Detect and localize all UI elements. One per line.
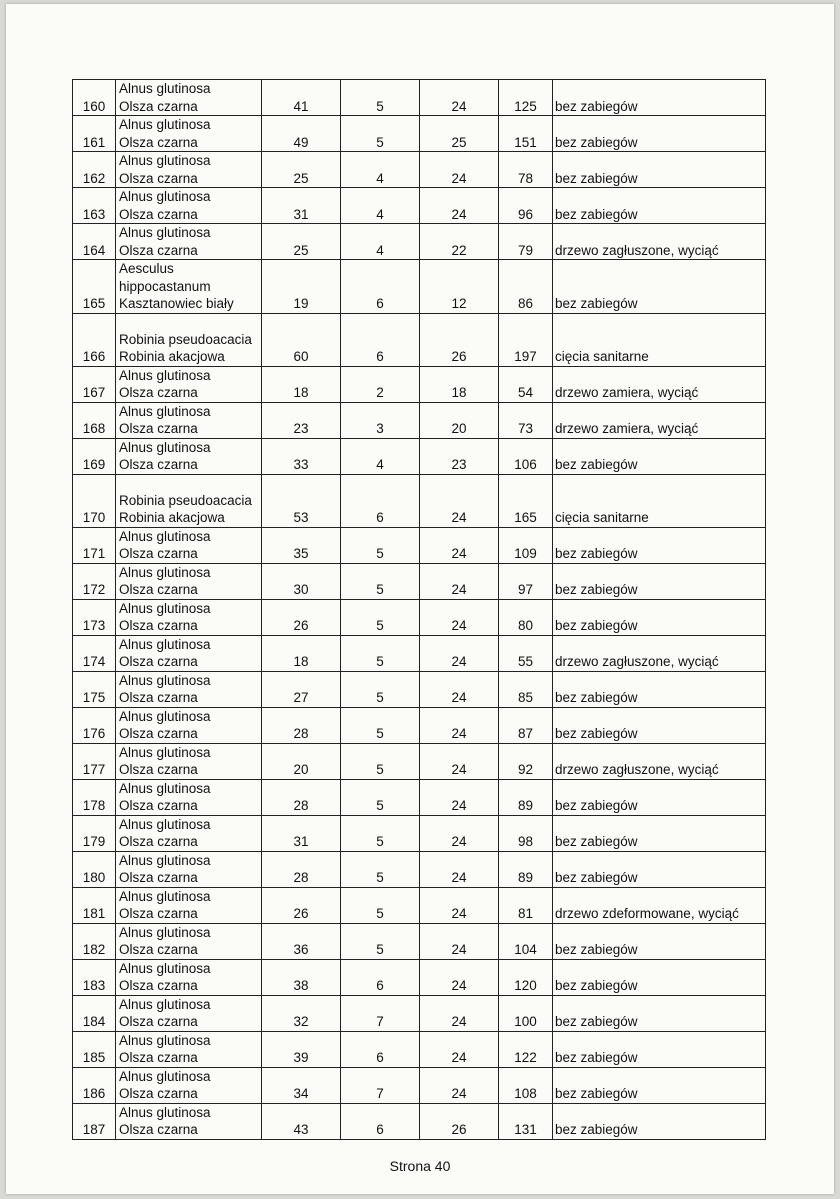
latin-name: Alnus glutinosa xyxy=(119,960,211,976)
species-name-cell xyxy=(116,779,262,815)
latin-name: Alnus glutinosa xyxy=(119,1032,211,1048)
species-name-cell xyxy=(116,260,262,314)
value-cell-1: 25 xyxy=(262,224,341,260)
value-cell-2: 6 xyxy=(341,474,420,527)
value-cell-3: 24 xyxy=(420,1031,499,1067)
value-cell-4: 100 xyxy=(499,995,553,1031)
tree-number-cell: 182 xyxy=(73,923,116,959)
table-row xyxy=(73,563,766,599)
tree-number-cell: 171 xyxy=(73,527,116,563)
value-cell-1: 53 xyxy=(262,474,341,527)
value-cell-2: 6 xyxy=(341,313,420,366)
value-cell-2: 5 xyxy=(341,779,420,815)
value-cell-3: 26 xyxy=(420,1103,499,1139)
species-name-cell xyxy=(116,152,262,188)
value-cell-4: 79 xyxy=(499,224,553,260)
latin-name: Alnus glutinosa xyxy=(119,636,211,652)
value-cell-1: 60 xyxy=(262,313,341,366)
value-cell-3: 24 xyxy=(420,474,499,527)
tree-number-cell: 174 xyxy=(73,635,116,671)
value-cell-4: 197 xyxy=(499,313,553,366)
latin-name: Alnus glutinosa xyxy=(119,600,211,616)
value-cell-3: 24 xyxy=(420,152,499,188)
value-cell-3: 24 xyxy=(420,188,499,224)
value-cell-4: 122 xyxy=(499,1031,553,1067)
species-name-cell xyxy=(116,707,262,743)
latin-name: Alnus glutinosa xyxy=(119,780,211,796)
value-cell-2: 4 xyxy=(341,224,420,260)
table-row xyxy=(73,224,766,260)
table-row xyxy=(73,402,766,438)
value-cell-4: 109 xyxy=(499,527,553,563)
latin-name: Alnus glutinosa xyxy=(119,528,211,544)
value-cell-2: 6 xyxy=(341,260,420,314)
polish-name: Olsza czarna xyxy=(119,618,198,633)
treatment-note-cell: bez zabiegów xyxy=(553,1103,766,1139)
polish-name: Olsza czarna xyxy=(119,385,198,400)
species-name-cell xyxy=(116,527,262,563)
polish-name: Olsza czarna xyxy=(119,942,198,957)
tree-number-cell: 172 xyxy=(73,563,116,599)
species-name-cell xyxy=(116,851,262,887)
tree-number-cell: 163 xyxy=(73,188,116,224)
value-cell-4: 86 xyxy=(499,260,553,314)
value-cell-4: 98 xyxy=(499,815,553,851)
table-row xyxy=(73,635,766,671)
polish-name: Olsza czarna xyxy=(119,1086,198,1101)
latin-name: Robinia pseudoacacia xyxy=(119,492,252,508)
polish-name: Olsza czarna xyxy=(119,98,198,114)
value-cell-4: 81 xyxy=(499,887,553,923)
value-cell-4: 89 xyxy=(499,779,553,815)
value-cell-3: 12 xyxy=(420,260,499,314)
value-cell-2: 6 xyxy=(341,1103,420,1139)
value-cell-3: 22 xyxy=(420,224,499,260)
table-row xyxy=(73,599,766,635)
value-cell-2: 2 xyxy=(341,366,420,402)
value-cell-1: 30 xyxy=(262,563,341,599)
tree-number-cell: 181 xyxy=(73,887,116,923)
tree-number-cell: 167 xyxy=(73,366,116,402)
table-row xyxy=(73,671,766,707)
value-cell-1: 49 xyxy=(262,116,341,152)
tree-number-cell: 176 xyxy=(73,707,116,743)
treatment-note-cell: bez zabiegów xyxy=(553,1031,766,1067)
treatment-note-cell: drzewo zagłuszone, wyciąć xyxy=(553,743,766,779)
value-cell-1: 26 xyxy=(262,599,341,635)
value-cell-1: 35 xyxy=(262,527,341,563)
species-name-cell xyxy=(116,1067,262,1103)
species-name-cell xyxy=(116,887,262,923)
treatment-note-cell: bez zabiegów xyxy=(553,599,766,635)
polish-name: Olsza czarna xyxy=(119,134,198,150)
polish-name: Olsza czarna xyxy=(119,726,198,741)
polish-name: Olsza czarna xyxy=(119,690,198,705)
latin-name: Alnus glutinosa xyxy=(119,564,211,580)
value-cell-3: 23 xyxy=(420,438,499,474)
value-cell-1: 25 xyxy=(262,152,341,188)
treatment-note-cell: cięcia sanitarne xyxy=(553,313,766,366)
value-cell-2: 6 xyxy=(341,1031,420,1067)
value-cell-1: 23 xyxy=(262,402,341,438)
polish-name: Olsza czarna xyxy=(119,170,198,186)
treatment-note-cell: bez zabiegów xyxy=(553,995,766,1031)
value-cell-1: 33 xyxy=(262,438,341,474)
value-cell-2: 5 xyxy=(341,923,420,959)
polish-name: Olsza czarna xyxy=(119,798,198,813)
value-cell-3: 24 xyxy=(420,779,499,815)
treatment-note-cell: bez zabiegów xyxy=(553,438,766,474)
tree-number-cell: 169 xyxy=(73,438,116,474)
value-cell-4: 106 xyxy=(499,438,553,474)
table-row xyxy=(73,527,766,563)
value-cell-3: 26 xyxy=(420,313,499,366)
tree-number-cell: 175 xyxy=(73,671,116,707)
tree-number-cell: 161 xyxy=(73,116,116,152)
tree-number-cell: 178 xyxy=(73,779,116,815)
tree-number-cell: 183 xyxy=(73,959,116,995)
value-cell-2: 5 xyxy=(341,671,420,707)
treatment-note-cell: cięcia sanitarne xyxy=(553,474,766,527)
polish-name: Olsza czarna xyxy=(119,906,198,921)
polish-name: Olsza czarna xyxy=(119,762,198,777)
treatment-note-cell: bez zabiegów xyxy=(553,779,766,815)
species-name-cell xyxy=(116,959,262,995)
value-cell-1: 28 xyxy=(262,779,341,815)
tree-number-cell: 160 xyxy=(73,80,116,116)
value-cell-2: 4 xyxy=(341,152,420,188)
treatment-note-cell: drzewo zdeformowane, wyciąć xyxy=(553,887,766,923)
tree-number-cell: 166 xyxy=(73,313,116,366)
value-cell-4: 55 xyxy=(499,635,553,671)
value-cell-1: 39 xyxy=(262,1031,341,1067)
value-cell-2: 5 xyxy=(341,815,420,851)
value-cell-1: 31 xyxy=(262,815,341,851)
value-cell-2: 5 xyxy=(341,116,420,152)
value-cell-4: 80 xyxy=(499,599,553,635)
value-cell-1: 28 xyxy=(262,707,341,743)
polish-name: Olsza czarna xyxy=(119,242,198,258)
table-row xyxy=(73,474,766,527)
treatment-note-cell: bez zabiegów xyxy=(553,260,766,314)
value-cell-3: 24 xyxy=(420,1067,499,1103)
table-row xyxy=(73,743,766,779)
species-name-cell xyxy=(116,743,262,779)
value-cell-2: 5 xyxy=(341,80,420,116)
table-row xyxy=(73,779,766,815)
tree-number-cell: 180 xyxy=(73,851,116,887)
species-name-cell xyxy=(116,923,262,959)
value-cell-3: 18 xyxy=(420,366,499,402)
latin-name: Alnus glutinosa xyxy=(119,189,211,204)
polish-name: Olsza czarna xyxy=(119,421,198,436)
latin-name: Alnus glutinosa xyxy=(119,924,211,940)
tree-number-cell: 168 xyxy=(73,402,116,438)
polish-name: Robinia akacjowa xyxy=(119,349,225,364)
value-cell-4: 73 xyxy=(499,402,553,438)
tree-number-cell: 177 xyxy=(73,743,116,779)
treatment-note-cell: bez zabiegów xyxy=(553,671,766,707)
value-cell-1: 41 xyxy=(262,80,341,116)
value-cell-2: 7 xyxy=(341,995,420,1031)
tree-number-cell: 186 xyxy=(73,1067,116,1103)
value-cell-3: 24 xyxy=(420,527,499,563)
treatment-note-cell: bez zabiegów xyxy=(553,851,766,887)
table-row xyxy=(73,152,766,188)
value-cell-4: 125 xyxy=(499,80,553,116)
species-name-cell xyxy=(116,563,262,599)
treatment-note-cell: drzewo zagłuszone, wyciąć xyxy=(553,635,766,671)
latin-name: Alnus glutinosa xyxy=(119,153,211,168)
latin-name: Aesculus hippocastanum xyxy=(119,261,211,294)
table-row xyxy=(73,1031,766,1067)
value-cell-4: 120 xyxy=(499,959,553,995)
value-cell-3: 20 xyxy=(420,402,499,438)
latin-name: Alnus glutinosa xyxy=(119,744,211,760)
table-row xyxy=(73,851,766,887)
latin-name: Alnus glutinosa xyxy=(119,888,211,904)
treatment-note-cell: bez zabiegów xyxy=(553,152,766,188)
species-name-cell xyxy=(116,402,262,438)
latin-name: Alnus glutinosa xyxy=(119,117,211,132)
value-cell-2: 5 xyxy=(341,887,420,923)
table-row xyxy=(73,80,766,116)
polish-name: Olsza czarna xyxy=(119,546,198,561)
polish-name: Olsza czarna xyxy=(119,1014,198,1029)
value-cell-4: 87 xyxy=(499,707,553,743)
value-cell-2: 5 xyxy=(341,851,420,887)
species-name-cell xyxy=(116,671,262,707)
species-name-cell xyxy=(116,80,262,116)
latin-name: Alnus glutinosa xyxy=(119,852,211,868)
value-cell-3: 24 xyxy=(420,851,499,887)
latin-name: Alnus glutinosa xyxy=(119,1068,211,1084)
value-cell-3: 24 xyxy=(420,887,499,923)
tree-number-cell: 164 xyxy=(73,224,116,260)
species-name-cell xyxy=(116,995,262,1031)
latin-name: Alnus glutinosa xyxy=(119,672,211,688)
value-cell-3: 24 xyxy=(420,923,499,959)
value-cell-3: 24 xyxy=(420,80,499,116)
polish-name: Kasztanowiec biały xyxy=(119,296,234,311)
species-name-cell xyxy=(116,313,262,366)
value-cell-2: 3 xyxy=(341,402,420,438)
treatment-note-cell: bez zabiegów xyxy=(553,80,766,116)
value-cell-1: 34 xyxy=(262,1067,341,1103)
species-name-cell xyxy=(116,116,262,152)
polish-name: Olsza czarna xyxy=(119,834,198,849)
value-cell-3: 25 xyxy=(420,116,499,152)
value-cell-1: 38 xyxy=(262,959,341,995)
latin-name: Alnus glutinosa xyxy=(119,225,211,240)
tree-number-cell: 165 xyxy=(73,260,116,314)
value-cell-1: 19 xyxy=(262,260,341,314)
value-cell-1: 31 xyxy=(262,188,341,224)
species-name-cell xyxy=(116,1031,262,1067)
value-cell-2: 5 xyxy=(341,527,420,563)
table-row xyxy=(73,959,766,995)
value-cell-2: 7 xyxy=(341,1067,420,1103)
tree-number-cell: 173 xyxy=(73,599,116,635)
treatment-note-cell: drzewo zagłuszone, wyciąć xyxy=(553,224,766,260)
species-name-cell xyxy=(116,224,262,260)
polish-name: Olsza czarna xyxy=(119,870,198,885)
value-cell-1: 28 xyxy=(262,851,341,887)
value-cell-1: 36 xyxy=(262,923,341,959)
treatment-note-cell: bez zabiegów xyxy=(553,1067,766,1103)
value-cell-2: 4 xyxy=(341,438,420,474)
latin-name: Alnus glutinosa xyxy=(119,996,211,1012)
tree-number-cell: 187 xyxy=(73,1103,116,1139)
value-cell-1: 27 xyxy=(262,671,341,707)
value-cell-2: 4 xyxy=(341,188,420,224)
latin-name: Alnus glutinosa xyxy=(119,81,211,96)
tree-number-cell: 162 xyxy=(73,152,116,188)
value-cell-3: 24 xyxy=(420,635,499,671)
species-name-cell xyxy=(116,188,262,224)
polish-name: Olsza czarna xyxy=(119,978,198,993)
tree-inventory-table xyxy=(72,79,766,1140)
table-row xyxy=(73,707,766,743)
species-name-cell xyxy=(116,599,262,635)
value-cell-1: 20 xyxy=(262,743,341,779)
table-row xyxy=(73,815,766,851)
tree-number-cell: 179 xyxy=(73,815,116,851)
table-row xyxy=(73,923,766,959)
treatment-note-cell: drzewo zamiera, wyciąć xyxy=(553,366,766,402)
table-row xyxy=(73,188,766,224)
value-cell-1: 18 xyxy=(262,366,341,402)
value-cell-1: 43 xyxy=(262,1103,341,1139)
table-row xyxy=(73,260,766,314)
treatment-note-cell: bez zabiegów xyxy=(553,527,766,563)
value-cell-2: 5 xyxy=(341,599,420,635)
value-cell-1: 18 xyxy=(262,635,341,671)
value-cell-4: 165 xyxy=(499,474,553,527)
species-name-cell xyxy=(116,635,262,671)
value-cell-3: 24 xyxy=(420,995,499,1031)
value-cell-4: 85 xyxy=(499,671,553,707)
value-cell-1: 32 xyxy=(262,995,341,1031)
value-cell-4: 92 xyxy=(499,743,553,779)
treatment-note-cell: bez zabiegów xyxy=(553,116,766,152)
latin-name: Alnus glutinosa xyxy=(119,816,211,832)
species-name-cell xyxy=(116,366,262,402)
value-cell-4: 89 xyxy=(499,851,553,887)
polish-name: Olsza czarna xyxy=(119,582,198,597)
table-body xyxy=(73,80,766,1140)
latin-name: Alnus glutinosa xyxy=(119,439,211,455)
value-cell-3: 24 xyxy=(420,599,499,635)
polish-name: Olsza czarna xyxy=(119,1050,198,1065)
value-cell-2: 5 xyxy=(341,707,420,743)
value-cell-3: 24 xyxy=(420,707,499,743)
value-cell-2: 5 xyxy=(341,743,420,779)
value-cell-2: 5 xyxy=(341,563,420,599)
value-cell-4: 108 xyxy=(499,1067,553,1103)
value-cell-4: 97 xyxy=(499,563,553,599)
polish-name: Robinia akacjowa xyxy=(119,510,225,525)
value-cell-3: 24 xyxy=(420,959,499,995)
table-row xyxy=(73,366,766,402)
table-row xyxy=(73,1067,766,1103)
value-cell-4: 54 xyxy=(499,366,553,402)
latin-name: Alnus glutinosa xyxy=(119,367,211,383)
tree-number-cell: 185 xyxy=(73,1031,116,1067)
polish-name: Olsza czarna xyxy=(119,457,198,472)
polish-name: Olsza czarna xyxy=(119,1122,198,1137)
treatment-note-cell: bez zabiegów xyxy=(553,959,766,995)
table-row xyxy=(73,995,766,1031)
latin-name: Robinia pseudoacacia xyxy=(119,331,252,347)
value-cell-2: 5 xyxy=(341,635,420,671)
page-number: Strona 40 xyxy=(389,1158,451,1174)
latin-name: Alnus glutinosa xyxy=(119,1104,211,1120)
treatment-note-cell: bez zabiegów xyxy=(553,563,766,599)
value-cell-3: 24 xyxy=(420,743,499,779)
treatment-note-cell: drzewo zamiera, wyciąć xyxy=(553,402,766,438)
value-cell-1: 26 xyxy=(262,887,341,923)
table-row xyxy=(73,313,766,366)
table-row xyxy=(73,1103,766,1139)
species-name-cell xyxy=(116,438,262,474)
treatment-note-cell: bez zabiegów xyxy=(553,815,766,851)
treatment-note-cell: bez zabiegów xyxy=(553,707,766,743)
table-row xyxy=(73,116,766,152)
value-cell-4: 96 xyxy=(499,188,553,224)
species-name-cell xyxy=(116,474,262,527)
value-cell-4: 104 xyxy=(499,923,553,959)
value-cell-4: 78 xyxy=(499,152,553,188)
table-row xyxy=(73,887,766,923)
value-cell-2: 6 xyxy=(341,959,420,995)
polish-name: Olsza czarna xyxy=(119,206,198,222)
tree-number-cell: 170 xyxy=(73,474,116,527)
value-cell-4: 131 xyxy=(499,1103,553,1139)
value-cell-3: 24 xyxy=(420,671,499,707)
species-name-cell xyxy=(116,815,262,851)
value-cell-3: 24 xyxy=(420,563,499,599)
species-name-cell xyxy=(116,1103,262,1139)
value-cell-4: 151 xyxy=(499,116,553,152)
tree-number-cell: 184 xyxy=(73,995,116,1031)
latin-name: Alnus glutinosa xyxy=(119,708,211,724)
treatment-note-cell: bez zabiegów xyxy=(553,923,766,959)
table-row xyxy=(73,438,766,474)
polish-name: Olsza czarna xyxy=(119,654,198,669)
latin-name: Alnus glutinosa xyxy=(119,403,211,419)
value-cell-3: 24 xyxy=(420,815,499,851)
treatment-note-cell: bez zabiegów xyxy=(553,188,766,224)
